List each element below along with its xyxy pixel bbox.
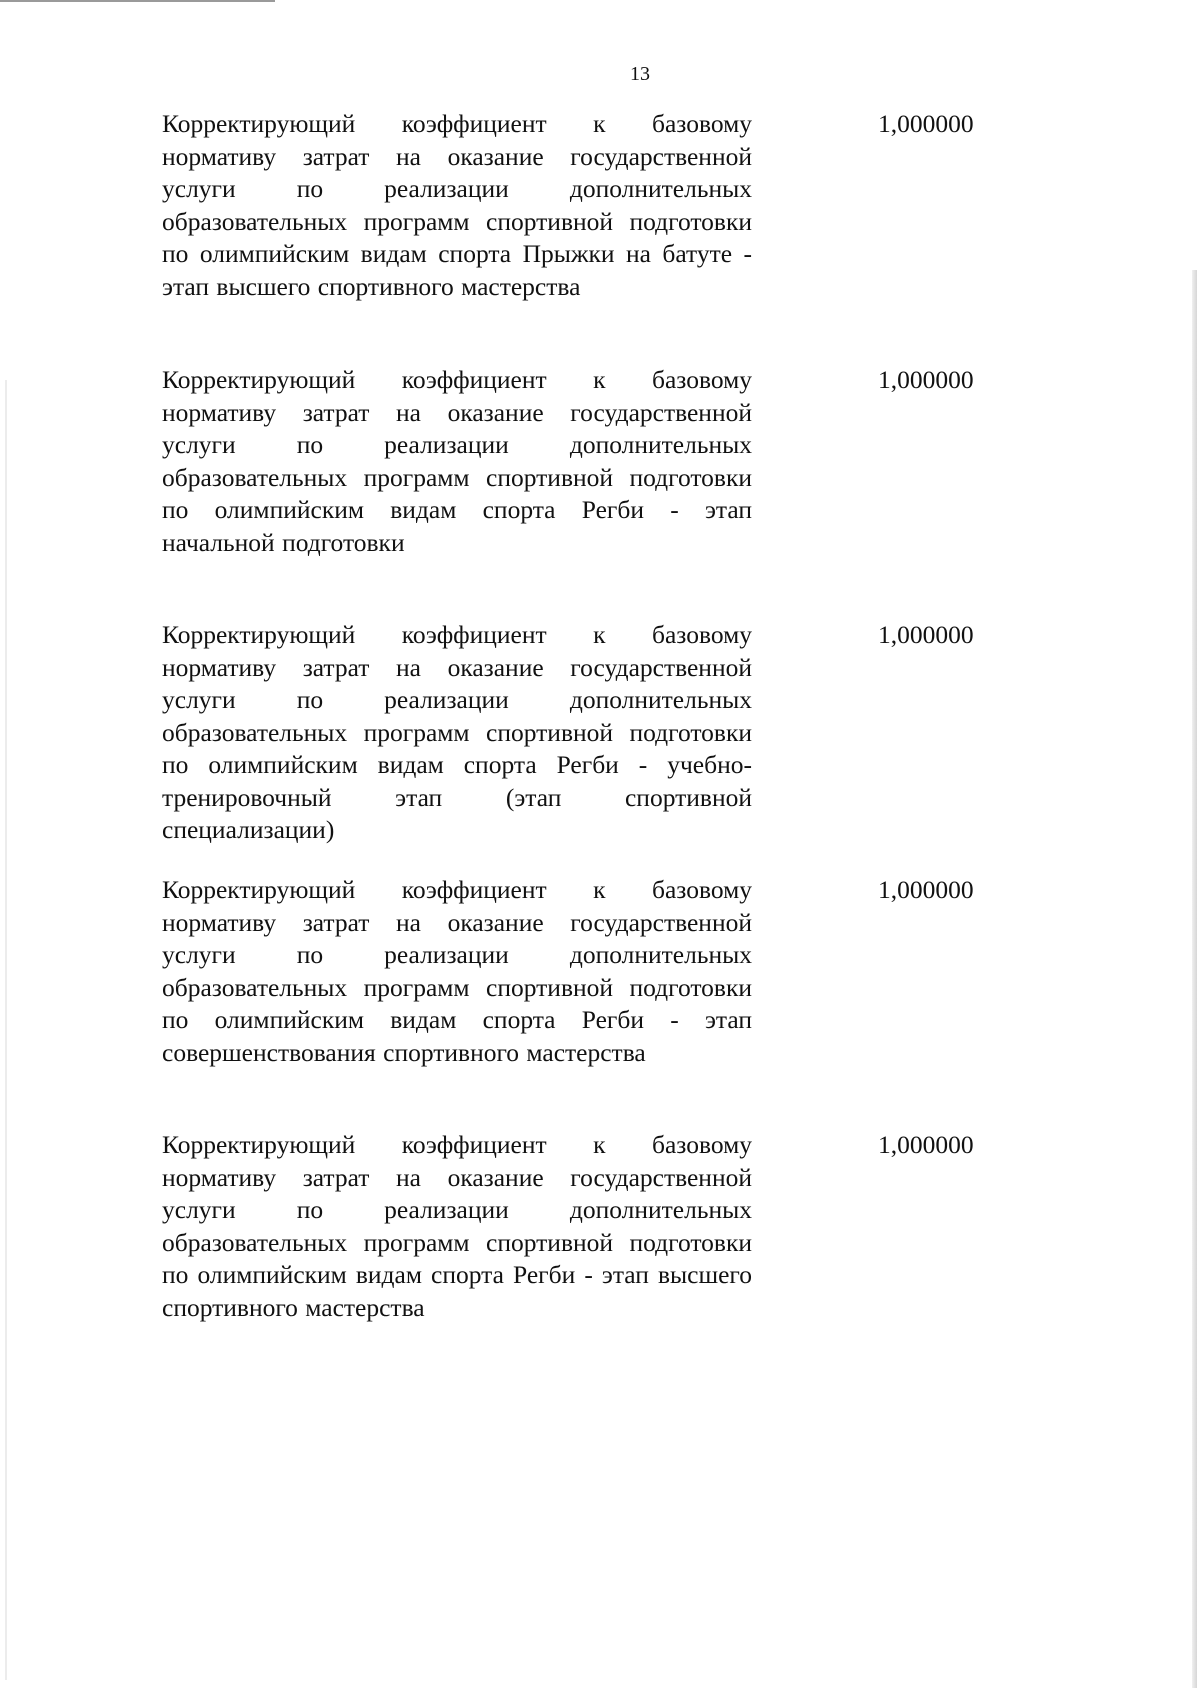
entry-coefficient-value: 1,000000 [878, 109, 974, 138]
entry-coefficient-value: 1,000000 [878, 620, 974, 649]
page-number: 13 [630, 63, 650, 85]
entry-coefficient-value: 1,000000 [878, 1130, 974, 1159]
entry-description: Корректирующий коэффициент к базовому нормативу затрат на оказание государственной услуги по реализации дополнительных образовательных программ спортивной подготовки по олимпийским видам спорта Прыжки на батуте - этап высшего спортивного мастерства [162, 109, 752, 301]
entry-coefficient-value: 1,000000 [878, 365, 974, 394]
scan-right-edge [1192, 270, 1197, 1688]
entry-coefficient-value: 1,000000 [878, 875, 974, 904]
entry-description: Корректирующий коэффициент к базовому нормативу затрат на оказание государственной услуги по реализации дополнительных образовательных программ спортивной подготовки по олимпийским видам спорта Регби - этап совершенствования спортивного мастерства [162, 875, 752, 1067]
scan-left-edge [5, 380, 7, 1680]
entry-description: Корректирующий коэффициент к базовому нормативу затрат на оказание государственной услуги по реализации дополнительных образовательных программ спортивной подготовки по олимпийским видам спорта Регби - этап высшего спортивного мастерства [162, 1130, 752, 1322]
entry-description: Корректирующий коэффициент к базовому нормативу затрат на оказание государственной услуги по реализации дополнительных образовательных программ спортивной подготовки по олимпийским видам спорта Регби - учебно-тренировочный этап (этап спортивной специализации) [162, 620, 752, 844]
entry-description: Корректирующий коэффициент к базовому нормативу затрат на оказание государственной услуги по реализации дополнительных образовательных программ спортивной подготовки по олимпийским видам спорта Регби - этап начальной подготовки [162, 365, 752, 557]
scan-border-line [0, 0, 275, 2]
